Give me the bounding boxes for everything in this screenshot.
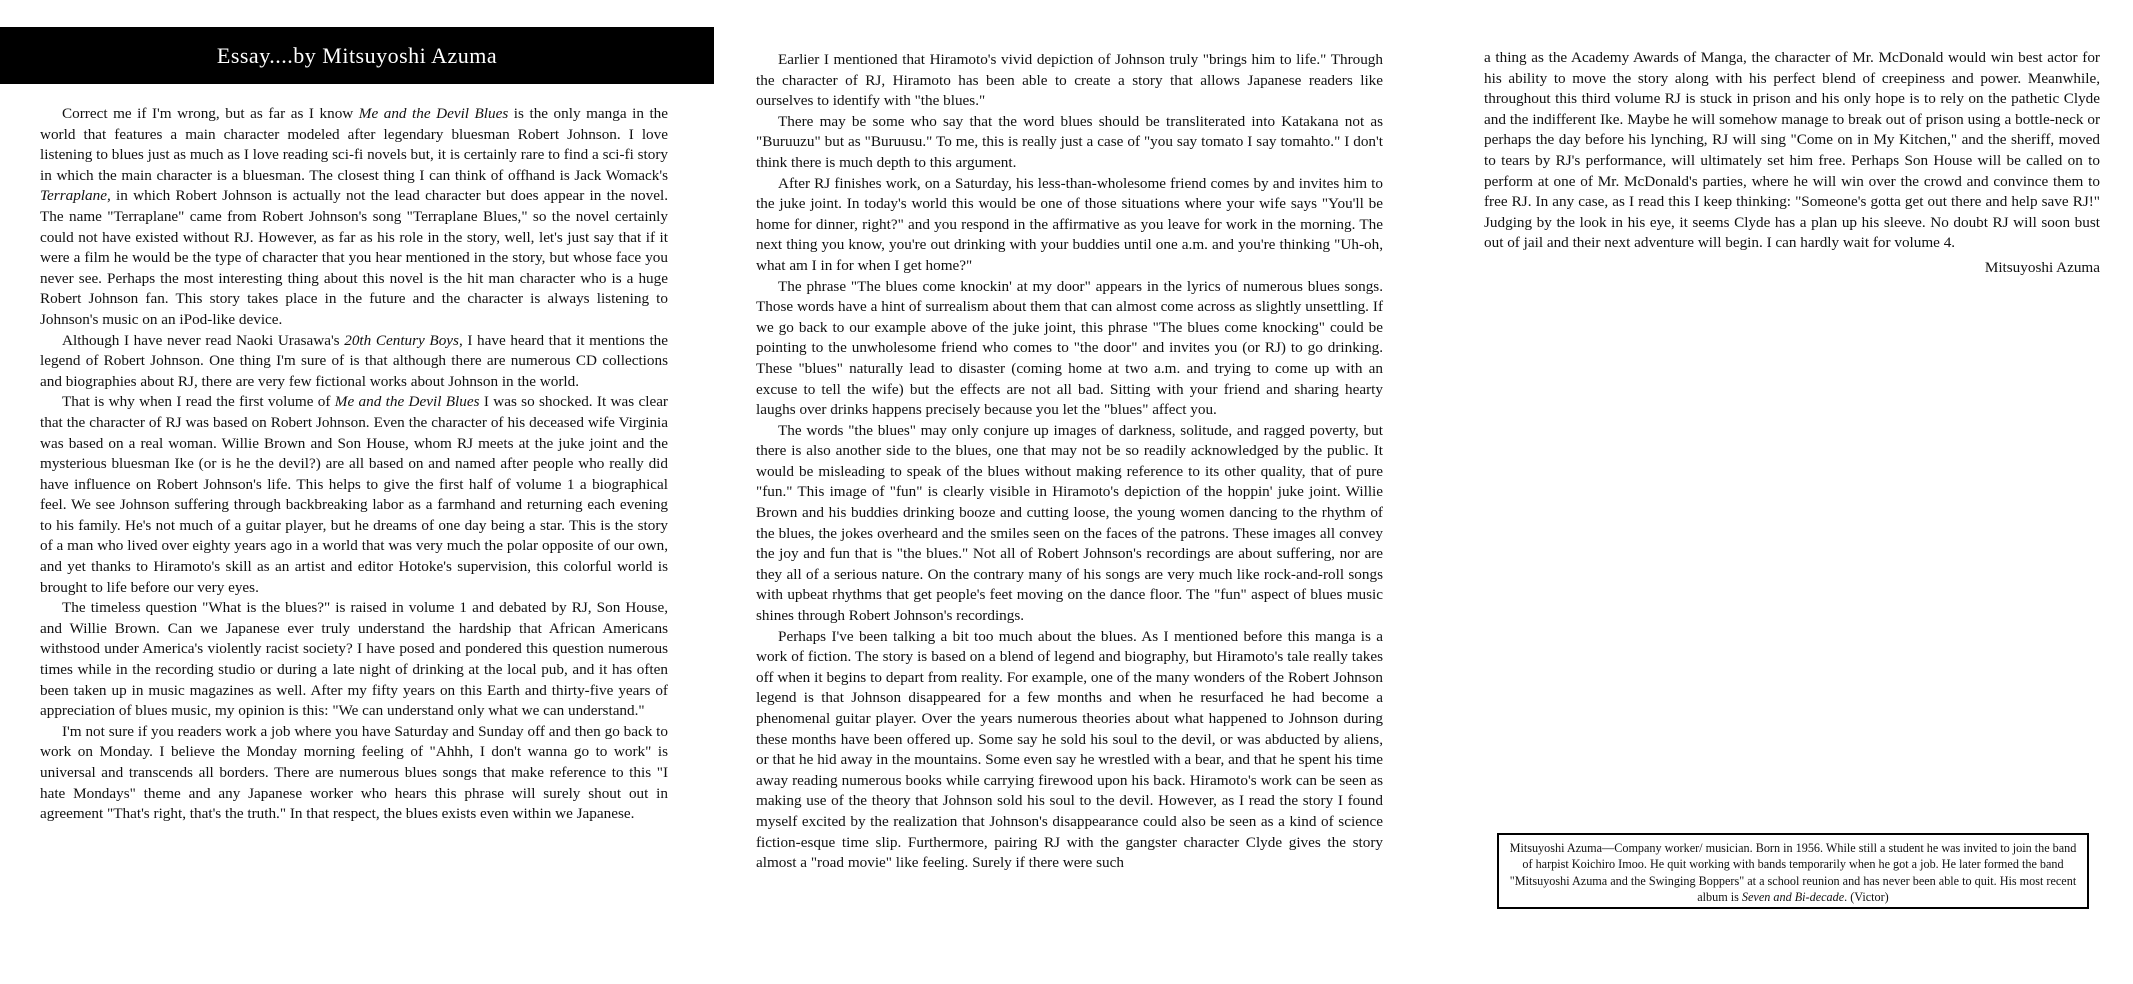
text-run: That is why when I read the first volume of [62,393,335,411]
paragraph: There may be some who say that the word blues should be transliterated into Katakana not as "Buruuzu" but as "Buruusu." To me, this is really just a case of "you say tomato I say tomahto." I don't think there is much depth to this argument. [756,112,1383,171]
paragraph: a thing as the Academy Awards of Manga, the character of Mr. McDonald would win best actor for his ability to move the story along with his perfect blend of creepiness and power. Meanwhile, throughout this third volume RJ is stuck in prison and his only hope is to rely on the pathetic Clyde and the indifferent Ike. Maybe he will somehow manage to break out of prison using a bottle-neck or perhaps the day before his lynching, RJ will sing "Come on in My Kitchen," and the sheriff, moved to tears by RJ's performance, will ultimately set him free. Perhaps Son House will be called on to perform at one of Mr. McDonald's parties, where he will win over the crowd and convince them to free RJ. In any case, as I read this I keep thinking: "Someone's gotta get out there and help save RJ!" Judging by the look in his eye, it seems Clyde has a plan up his sleeve. No doubt RJ will soon bust out of jail and their next adventure will begin. I can hardly wait for volume 4. [1484,49,2100,252]
essay-title: Essay....by Mitsuyoshi Azuma [216,42,498,68]
author-signature: Mitsuyoshi Azuma [1984,258,2100,276]
paragraph: The timeless question "What is the blues?" is raised in volume 1 and debated by RJ, Son House, and Willie Brown. Can we Japanese ever truly understand the hardship that African Americans withstood under America's violently racist society? I have posed and pondered this question numerous times while in the recording studio or during a late night of drinking at the local pub, and it has often been taken up in music magazines as well. After my fifty years on this Earth and thirty-five years of appreciation of blues music, my opinion is this: "We can understand only what we can understand." [40,599,668,720]
essay-column-2 [756,50,1383,874]
text-run: , in which Robert Johnson is actually not the lead character but does appear in the novel. The name "Terraplane" came from Robert Johnson's song "Terraplane Blues," so the novel certainly could not have existed without RJ. However, as far as his role in the story, well, let's just say that if it were a film he would be the type of character that you hear mentioned in the story, but whose face you never see. Perhaps the most interesting thing about this novel is the hit man character who is a huge Robert Johnson fan. This story takes place in the future and the character is always listening to Johnson's music on an iPod-like device. [40,187,668,328]
paragraph: Earlier I mentioned that Hiramoto's vivid depiction of Johnson truly "brings him to life." Through the character of RJ, Hiramoto has been able to create a story that allows Japanese readers like ourselves to identify with "the blues." [756,51,1383,110]
text-run: , I have heard that it mentions the legend of Robert Johnson. One thing I'm sure of is that although there are numerous CD collections and biographies about RJ, there are very few fictional works about Johnson in the world. [40,331,669,390]
essay-title-bar [0,27,714,84]
paragraph: After RJ finishes work, on a Saturday, his less-than-wholesome friend comes by and invites him to the juke joint. In today's world this would be one of those situations where your wife says "You'll be home for dinner, right?" and you respond in the affirmative as you leave for work in the morning. The next thing you know, you're out drinking with your buddies until one a.m. and you're thinking "Uh-oh, what am I in for when I get home?" [756,174,1383,274]
paragraph [40,392,668,598]
paragraph: The words "the blues" may only conjure up images of darkness, solitude, and ragged poverty, but there is also another side to the blues, one that may not be so readily acknowledged by the public. It would be misleading to speak of the blues without making reference to its other quality, that of pure "fun." This image of "fun" is clearly visible in Hiramoto's depiction of the hoppin' juke joint. Willie Brown and his buddies drinking booze and cutting loose, the young women dancing to the rhythm of the blues, the jokes overheard and the smiles seen on the faces of the patrons. These images all convey the joy and fun that is "the blues." Not all of Robert Johnson's recordings are about suffering, nor are they all of a serious nature. On the contrary many of his songs are very much like rock-and-roll songs with upbeat rhythms that get people's feet moving on the dance floor. The "fun" aspect of blues music shines through Robert Johnson's recordings. [756,421,1383,625]
book-title: 20th Century Boys [344,331,459,349]
text-run: is the only manga in the world that features a main character modeled after legendary bluesman Robert Johnson. I love listening to blues just as much as I love reading sci-fi novels but, it is certainly rare to find a sci-fi story in which the main character is a bluesman. The closest thing I can think of offhand is Jack Womack's [40,105,668,184]
essay-column-1 [40,104,668,825]
paragraph [40,331,668,393]
paragraph: I'm not sure if you readers work a job where you have Saturday and Sunday off and then go back to work on Monday. I believe the Monday morning feeling of "Ahhh, I don't wanna go to work" is universal and transcends all borders. There are numerous blues songs that make reference to this "I hate Mondays" theme and any Japanese worker who hears this phrase will surely shout out in agreement "That's right, that's the truth." In that respect, the blues exists even within we Japanese. [40,722,668,823]
paragraph: Perhaps I've been talking a bit too much about the blues. As I mentioned before this manga is a work of fiction. The story is based on a blend of legend and biography, but Hiramoto's tale really takes off when it begins to depart from reality. For example, one of the many wonders of the Robert Johnson legend is that Johnson disappeared for a few months and when he resurfaced he had become a phenomenal guitar player. Over the years numerous theories about what happened to Johnson during these months have been offered up. Some say he sold his soul to the devil, or was abducted by aliens, or that he hid away in the mountains. Some even say he wrestled with a bear, and that he spent his time away reading numerous books while carrying firewood upon his back. Hiramoto's work can be seen as making use of the theory that Johnson sold his soul to the devil. However, as I read the story I found myself excited by the realization that Johnson's disappearance could also be seen as a kind of science fiction-esque time slip. Furthermore, pairing RJ with the gangster character Clyde gives the story almost a "road movie" like feeling. Surely if there were such [756,627,1383,872]
album-title: Seven and Bi-decade [1741,889,1845,904]
book-title: Terraplane [40,187,107,205]
book-title: Me and the Devil Blues [358,105,509,122]
text-run: Correct me if I'm wrong, but as far as I know [62,105,359,122]
text-run: Although I have never read Naoki Urasawa's [62,331,345,349]
book-title: Me and the Devil Blues [334,393,480,411]
bio-text: Mitsuyoshi Azuma—Company worker/ musician. Born in 1956. While still a student he was invited to join the band of harpist Koichiro Imoo. He quit working with bands temporarily when he got a job. He later formed the band "Mitsuyoshi Azuma and the Swinging Boppers" at a school reunion and has never been able to quit. His most recent album is [1509,841,2077,904]
text-run: I was so shocked. It was clear that the character of RJ was based on Robert Johnson. Even the character of his deceased wife Virginia was based on a real woman. Willie Brown and Son House, whom RJ meets at the juke joint and the mysterious bluesman Ike (or is he the devil?) are all based on and named after people who really did have influence on Robert Johnson's life. This helps to give the first half of volume 1 a biographical feel. We see Johnson suffering through backbreaking labor as a farmhand and returning each evening to his family. He's not much of a guitar player, but he dreams of one day being a star. This is the story of a man who lived over eighty years ago in a world that was very much the polar opposite of our own, and yet thanks to Hiramoto's skill as an artist and editor Hotoke's supervision, this colorful world is brought to life before our very eyes. [40,393,668,596]
author-bio-box [1497,833,2089,909]
bio-label: . (Victor) [1844,889,1889,904]
essay-column-3 [1484,48,2100,279]
paragraph [40,104,668,331]
paragraph: The phrase "The blues come knockin' at my door" appears in the lyrics of numerous blues songs. Those words have a hint of surrealism about them that can almost come across as slightly unsettling. If we go back to our example above of the juke joint, this phrase "The blues come knocking" could be pointing to the unwholesome friend who comes to "the door" and invites you (or RJ) to go drinking. These "blues" naturally lead to disaster (coming home at two a.m. and trying to come up with an excuse to tell the wife) but the effects are not all bad. Sitting with your friend and sharing hearty laughs over drinks happens precisely because you let the "blues" affect you. [756,277,1383,419]
